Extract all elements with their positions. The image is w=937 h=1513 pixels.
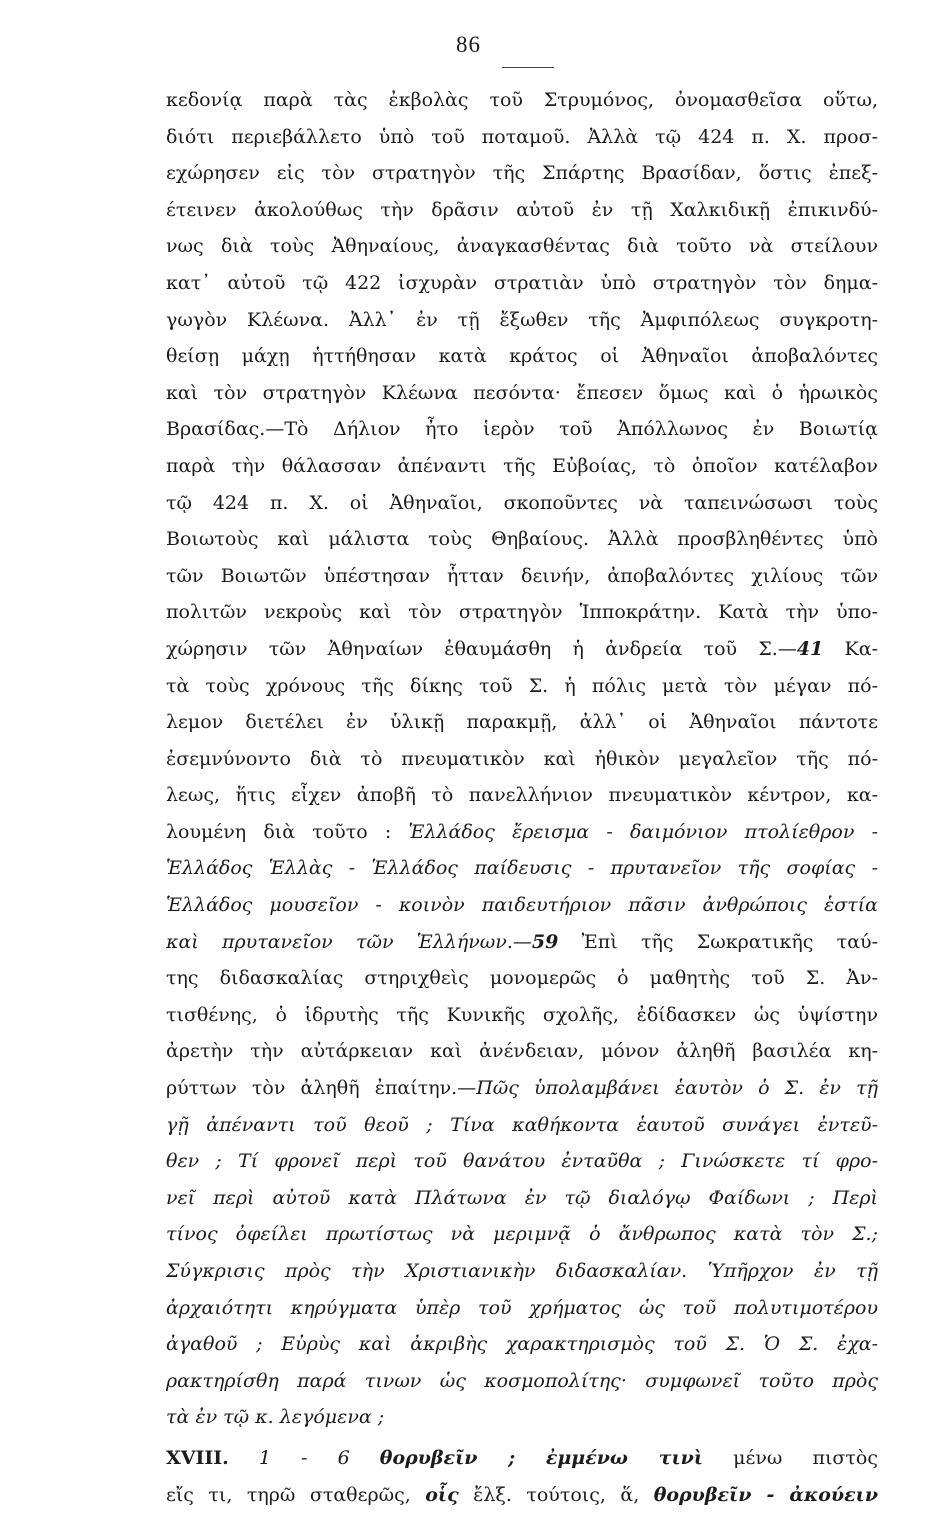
text-line: λεμον διετέλει ἐν ὑλικῇ παρακμῇ, ἀλλ᾽ οἱ Ἀθηναῖοι πάντοτε [166,711,878,734]
text-line [166,850,878,887]
reference-number: 59 [531,930,559,953]
question-italic: ἀρχαιότητι κηρύγματα ὑπὲρ τοῦ χρήματος ὡς τοῦ πολυτιμοτέρου [166,1296,878,1319]
text-segment: μένω πιστὸς [703,1446,878,1469]
text-segment: ρύττων τὸν ἀληθῆ ἐπαίτην.— [166,1077,477,1100]
page-number: 86 [456,32,481,57]
text-line [166,1070,878,1107]
text-line: θείσῃ μάχῃ ἡττήθησαν κατὰ κράτος οἱ Ἀθηναῖοι ἀποβαλόντες [166,345,878,368]
text-line [166,1363,878,1400]
text-line: λεως, ἥτις εἶχεν ἀποβῆ τὸ πανελλήνιον πνευματικὸν κέντρον, κα- [166,784,878,807]
text-line: τῷ 424 π. Χ. οἱ Ἀθηναῖοι, σκοποῦντες νὰ ταπεινώσωσι τοὺς [166,491,878,514]
question-italic: Πῶς ὑπολαμβάνει ἑαυτὸν ὁ Σ. ἐν τῇ [476,1077,878,1100]
text-line [166,1253,878,1290]
text-line [166,1290,878,1327]
text-line [166,887,878,924]
text-line [166,1216,878,1253]
text-line: Βρασίδας.—Τὸ Δήλιον ἦτο ἱερὸν τοῦ Ἀπόλλωνος ἐν Βοιωτίᾳ [166,418,878,441]
text-segment: χώρησιν τῶν Ἀθηναίων ἐθαυμάσθη ἡ ἀνδρεία τοῦ Σ.— [166,637,797,660]
text-segment: εἴς τι, τηρῶ σταθερῶς, [166,1483,426,1506]
question-italic: θεν ; Τί φρονεῖ περὶ τοῦ θανάτου ἐνταῦθα ; Γινώσκετε τί φρο- [166,1150,878,1173]
text-line: νως διὰ τοὺς Ἀθηναίους, ἀναγκασθέντας διὰ τοῦτο νὰ στείλουν [166,235,878,258]
text-line: κεδονίᾳ παρὰ τὰς ἐκβολὰς τοῦ Στρυμόνος, ὀνομασθεῖσα οὕτω, [166,89,878,111]
text-line: έτεινεν ἀκολούθως τὴν δρᾶσιν αὐτοῦ ἐν τῇ Χαλκιδικῇ ἐπικινδύ- [166,198,878,221]
text-line [166,814,878,851]
question-italic: νεῖ περὶ αὐτοῦ κατὰ Πλάτωνα ἐν τῷ διαλόγῳ Φαίδωνι ; Περὶ [166,1186,878,1209]
question-italic: τίνος ὀφείλει πρωτίστως νὰ μεριμνᾷ ὁ ἄνθρωπος κατὰ τὸν Σ.; [166,1223,878,1246]
question-italic: ρακτηρίσθη παρά τινων ὡς κοσμοπολίτης· συμφωνεῖ τοῦτο πρὸς [166,1369,878,1392]
text-line: τὰ τοὺς χρόνους τῆς δίκης τοῦ Σ. ἡ πόλις μετὰ τὸν μέγαν πό- [166,674,878,697]
text-line: της διδασκαλίας στηριχθεὶς μονομερῶς ὁ μαθητὴς τοῦ Σ. Ἀν- [166,967,878,990]
lemma: θορυβεῖν ; ἐμμένω τινὶ [379,1446,704,1469]
reference-number: 41 [796,637,824,660]
question-italic: γῇ ἀπέναντι τοῦ θεοῦ ; Τίνα καθήκοντα ἑαυτοῦ συνάγει ἐντεῦ- [166,1113,878,1136]
text-line: κατ᾽ αὐτοῦ τῷ 422 ἰσχυρὰν στρατιὰν ὑπὸ στρατηγὸν τὸν δημα- [166,271,878,294]
quotation-italic: Ἑλλάδος ἔρεισμα - δαιμόνιον πτολίεθρον - [408,820,878,843]
quotation-italic: Ἑλλάδος μουσεῖον - κοινὸν παιδευτήριον πᾶσιν ἀνθρώποις ἑστία [166,894,878,917]
text-line: καὶ τὸν στρατηγὸν Κλέωνα πεσόντα· ἔπεσεν ὅμως καὶ ὁ ἡρωικὸς [166,381,878,404]
line-range: 1 - 6 [228,1446,380,1469]
text-line: ἀρετὴν τὴν αὐτάρκειαν καὶ ἀνένδειαν, μόνον ἀληθῆ βασιλέα κη- [166,1040,878,1063]
quotation-italic: Ἑλλάδος Ἑλλὰς - Ἑλλάδος παίδευσις - πρυτανεῖον τῆς σοφίας - [166,857,878,880]
text-line [166,1180,878,1217]
text-line: τῶν Βοιωτῶν ὑπέστησαν ἧτταν δεινήν, ἀποβαλόντες χιλίους τῶν [166,564,878,587]
text-line: διότι περιεβάλλετο ὑπὸ τοῦ ποταμοῦ. Ἀλλὰ τῷ 424 π. Χ. προσ- [166,125,878,148]
question-italic: ἀγαθοῦ ; Εὐρὺς καὶ ἀκριβὴς χαρακτηρισμὸς τοῦ Σ. Ὁ Σ. ἐχα- [166,1333,878,1356]
text-segment: Κα- [823,637,878,660]
question-italic: Σύγκρισις πρὸς τὴν Χριστιανικὴν διδασκαλίαν. Ὑπῆρχον ἐν τῇ [166,1260,878,1282]
text-line [166,1107,878,1144]
text-line [166,1143,878,1180]
text-line: παρὰ τὴν θάλασσαν ἀπέναντι τῆς Εὐβοίας, τὸ ὁποῖον κατέλαβον [166,454,878,477]
text-segment: Ἐπὶ τῆς Σωκρατικῆς ταύ- [558,930,878,953]
text-line [166,1440,878,1477]
question-italic: τὰ ἐν τῷ κ. λεγόμενα ; [166,1406,385,1429]
text-line [166,924,878,961]
text-line [166,1399,878,1436]
body-text [166,82,878,1513]
text-line [166,1326,878,1363]
lemma: οἷς [425,1483,459,1506]
text-line: Βοιωτοὺς καὶ μάλιστα τοὺς Θηβαίους. Ἀλλὰ προσβληθέντες ὑπὸ [166,528,878,551]
text-line [166,631,878,668]
text-line [166,1477,878,1513]
text-line: ἐσεμνύνοντο διὰ τὸ πνευματικὸν καὶ ἠθικὸν μεγαλεῖον τῆς πό- [166,747,878,770]
quotation-italic: καὶ πρυτανεῖον τῶν Ἑλλήνων.— [166,930,532,953]
lemma: θορυβεῖν - ἀκούειν [653,1483,878,1506]
text-segment: λουμένη διὰ τοῦτο : [166,820,409,843]
text-line: γωγὸν Κλέωνα. Ἀλλ᾽ ἐν τῇ ἔξωθεν τῆς Ἀμφιπόλεως συγκροτη- [166,308,878,331]
section-heading: XVIII. [166,1446,229,1469]
text-line: εχώρησεν εἰς τὸν στρατηγὸν τῆς Σπάρτης Βρασίδαν, ὅστις ἐπεξ- [166,162,878,185]
page-number-rule [502,67,554,68]
text-line: πολιτῶν νεκροὺς καὶ τὸν στρατηγὸν Ἱπποκράτην. Κατὰ τὴν ὑπο- [166,601,878,624]
text-line: τισθένης, ὁ ἱδρυτὴς τῆς Κυνικῆς σχολῆς, ἐδίδασκεν ὡς ὑψίστην [166,1003,878,1026]
text-segment: ἔλξ. τούτοις, ἅ, [458,1483,654,1506]
